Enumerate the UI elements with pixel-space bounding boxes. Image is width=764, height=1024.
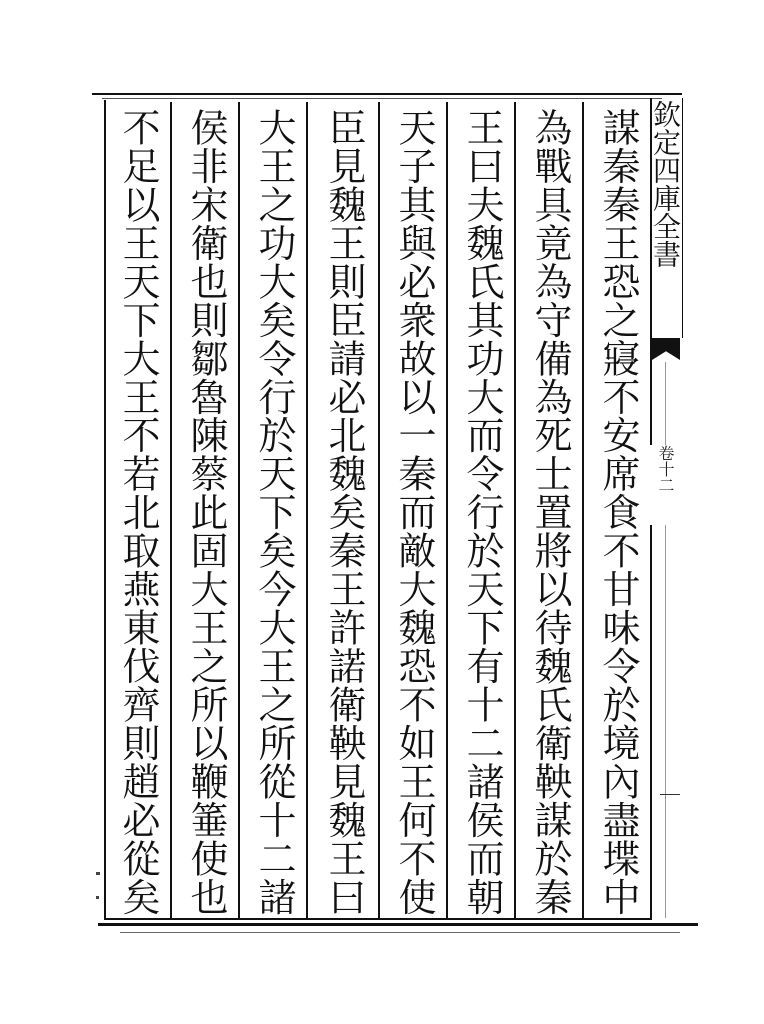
- margin-tick: [660, 794, 680, 795]
- text-column-3: 王曰夫魏氏其功大而令行於天下有十二諸侯而朝: [460, 108, 504, 916]
- fish-tail-mark: [652, 338, 680, 360]
- column-separator: [446, 102, 448, 918]
- scan-speck: [96, 896, 99, 899]
- text-column-6: 大王之功大矣令行於天下矣今大王之所從十二諸: [252, 108, 296, 916]
- column-separator: [514, 102, 516, 918]
- margin-book-title: 欽定四庫全書: [649, 100, 682, 268]
- text-column-5: 臣見魏王則臣請必北魏矣秦王許諾衛鞅見魏王曰: [322, 108, 366, 916]
- text-column-8: 不足以王天下大王不若北取燕東伐齊則趙必從矣: [116, 108, 160, 916]
- column-separator: [306, 102, 308, 918]
- top-border-rule: [92, 93, 682, 95]
- text-column-2: 為戰具竟為守備為死士置將以待魏氏衛鞅謀於秦: [528, 108, 572, 916]
- text-column-4: 天子其與必衆故以一秦而敵大魏恐不如王何不使: [392, 108, 436, 916]
- margin-juan-label: 卷十二: [650, 445, 680, 525]
- top-inner-rule: [102, 98, 662, 99]
- column-separator: [238, 102, 240, 918]
- column-separator: [170, 102, 172, 918]
- column-separator: [378, 102, 380, 918]
- scan-speck: [96, 872, 100, 875]
- text-column-7: 侯非宋衛也則鄒魯陳蔡此固大王之所以鞭箠使也: [184, 108, 228, 916]
- text-column-1: 謀秦秦王恐之寢不安席食不甘味令於境內盡堞中: [596, 108, 640, 916]
- column-separator: [582, 102, 584, 918]
- bottom-border-rule: [98, 923, 698, 926]
- bottom-inner-rule: [120, 932, 680, 933]
